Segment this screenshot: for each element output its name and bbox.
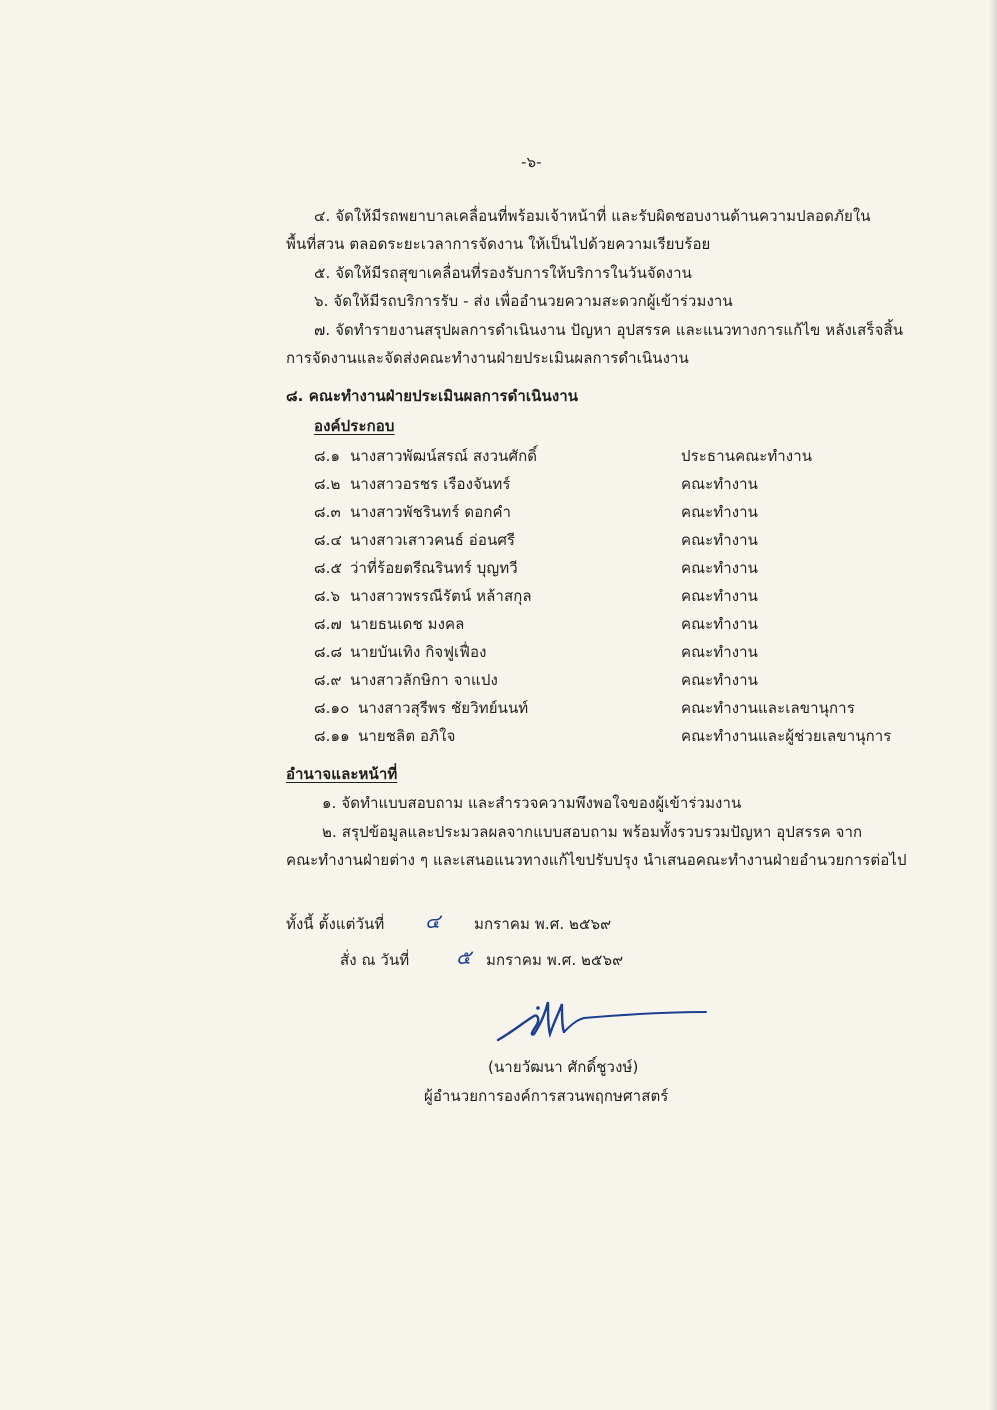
order-date-prefix: สั่ง ณ วันที่ — [340, 951, 410, 969]
member-role: คณะทำงาน — [681, 671, 759, 689]
member-role: คณะทำงาน — [681, 643, 759, 661]
signatory-name: (นายวัฒนา ศักดิ์ชูวงษ์) — [488, 1058, 639, 1076]
member-name: นางสาวสุรีพร ชัยวิทย์นนท์ — [358, 699, 529, 717]
page-edge-shadow — [989, 0, 997, 1410]
order-date-suffix: มกราคม พ.ศ. ๒๕๖๙ — [486, 951, 624, 969]
member-number: ๘.๗ — [314, 615, 342, 633]
duties-heading: อำนาจและหน้าที่ — [286, 765, 398, 783]
signature — [490, 992, 720, 1052]
member-name: นางสาวพัชรินทร์ ดอกคำ — [350, 503, 512, 521]
member-number: ๘.๕ — [314, 559, 342, 577]
effective-day-handwritten: ๔ — [425, 909, 441, 933]
member-number: ๘.๖ — [314, 587, 341, 605]
order-day-handwritten: ๕ — [456, 945, 472, 969]
duty-item-7-line2: การจัดงานและจัดส่งคณะทำงานฝ่ายประเมินผลการดำเนินงาน — [286, 349, 689, 367]
member-number: ๘.๔ — [314, 531, 342, 549]
member-name: นายธนเดช มงคล — [350, 615, 465, 633]
member-number: ๘.๑ — [314, 447, 341, 465]
effective-date-prefix: ทั้งนี้ ตั้งแต่วันที่ — [286, 915, 385, 933]
duty-8-item-2-line2: คณะทำงานฝ่ายต่าง ๆ และเสนอแนวทางแก้ไขปรับปรุง นำเสนอคณะทำงานฝ่ายอำนวยการต่อไป — [286, 851, 907, 869]
member-role: คณะทำงาน — [681, 475, 759, 493]
member-role: คณะทำงาน — [681, 615, 759, 633]
member-number: ๘.๘ — [314, 643, 343, 661]
member-number: ๘.๑๐ — [314, 699, 350, 717]
member-role: ประธานคณะทำงาน — [681, 447, 813, 465]
member-name: นางสาวลักษิกา จาแปง — [350, 671, 498, 689]
member-name: นางสาวพรรณีรัตน์ หล้าสกุล — [350, 587, 532, 605]
member-role: คณะทำงาน — [681, 587, 759, 605]
effective-date-suffix: มกราคม พ.ศ. ๒๕๖๙ — [474, 915, 612, 933]
member-role: คณะทำงานและผู้ช่วยเลขานุการ — [681, 727, 892, 745]
member-number: ๘.๙ — [314, 671, 342, 689]
duty-item-4-line2: พื้นที่สวน ตลอดระยะเวลาการจัดงาน ให้เป็นไปด้วยความเรียบร้อย — [286, 235, 711, 253]
member-number: ๘.๓ — [314, 503, 341, 521]
member-name: นางสาวเสาวคนธ์ อ่อนศรี — [350, 531, 516, 549]
duty-item-7-line1: ๗. จัดทำรายงานสรุปผลการดำเนินงาน ปัญหา อุปสรรค และแนวทางการแก้ไข หลังเสร็จสิ้น — [314, 321, 904, 339]
duty-8-item-2-line1: ๒. สรุปข้อมูลและประมวลผลจากแบบสอบถาม พร้อมทั้งรวบรวมปัญหา อุปสรรค จาก — [322, 823, 863, 841]
member-role: คณะทำงาน — [681, 531, 759, 549]
duty-item-6: ๖. จัดให้มีรถบริการรับ - ส่ง เพื่ออำนวยความสะดวกผู้เข้าร่วมงาน — [314, 292, 733, 310]
members-heading: องค์ประกอบ — [314, 417, 395, 435]
member-role: คณะทำงานและเลขานุการ — [681, 699, 855, 717]
duty-item-5: ๕. จัดให้มีรถสุขาเคลื่อนที่รองรับการให้บริการในวันจัดงาน — [314, 264, 692, 282]
member-number: ๘.๑๑ — [314, 727, 350, 745]
member-role: คณะทำงาน — [681, 559, 759, 577]
member-name: นายบันเทิง กิจฟูเฟื่อง — [350, 643, 487, 661]
member-name: นางสาวอรชร เรืองจันทร์ — [350, 475, 511, 493]
member-name: นายชลิต อภิใจ — [358, 727, 456, 745]
member-role: คณะทำงาน — [681, 503, 759, 521]
section-8-heading: ๘. คณะทำงานฝ่ายประเมินผลการดำเนินงาน — [286, 387, 579, 405]
member-number: ๘.๒ — [314, 475, 341, 493]
page-number: -๖- — [521, 153, 542, 171]
signatory-title: ผู้อำนวยการองค์การสวนพฤกษศาสตร์ — [424, 1087, 669, 1105]
member-name: นางสาวพัฒน์สรณ์ สงวนศักดิ์ — [350, 447, 538, 465]
duty-8-item-1: ๑. จัดทำแบบสอบถาม และสำรวจความพึงพอใจของผู้เข้าร่วมงาน — [322, 794, 742, 812]
member-name: ว่าที่ร้อยตรีณรินทร์ บุญทวี — [350, 559, 518, 577]
duty-item-4-line1: ๔. จัดให้มีรถพยาบาลเคลื่อนที่พร้อมเจ้าหน้าที่ และรับผิดชอบงานด้านความปลอดภัยใน — [314, 207, 871, 225]
